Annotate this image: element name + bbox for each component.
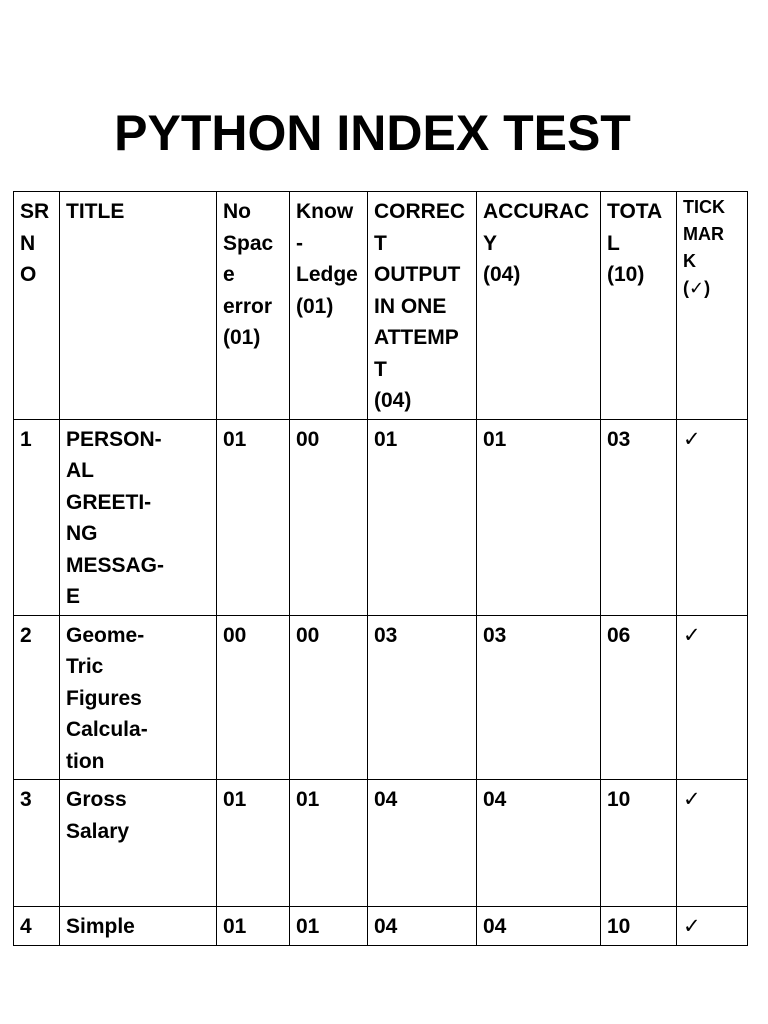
header-accuracy: ACCURAC Y (04) bbox=[477, 192, 601, 420]
header-title: TITLE bbox=[60, 192, 217, 420]
table-row bbox=[14, 419, 748, 615]
cell-knowledge: 01 bbox=[290, 907, 368, 946]
cell-no-space-error: 00 bbox=[217, 615, 290, 780]
cell-srno: 1 bbox=[14, 419, 60, 615]
cell-total: 10 bbox=[601, 780, 677, 907]
score-table bbox=[13, 191, 748, 946]
cell-accuracy: 04 bbox=[477, 907, 601, 946]
cell-knowledge: 00 bbox=[290, 419, 368, 615]
cell-correct-output: 04 bbox=[368, 907, 477, 946]
cell-no-space-error: 01 bbox=[217, 780, 290, 907]
cell-knowledge: 01 bbox=[290, 780, 368, 907]
cell-total: 06 bbox=[601, 615, 677, 780]
header-knowledge: Know - Ledge (01) bbox=[290, 192, 368, 420]
cell-correct-output: 01 bbox=[368, 419, 477, 615]
table-row bbox=[14, 615, 748, 780]
cell-accuracy: 03 bbox=[477, 615, 601, 780]
header-srno: SR N O bbox=[14, 192, 60, 420]
cell-tick-mark: ✓ bbox=[677, 615, 748, 780]
cell-title: Geome- Tric Figures Calcula- tion bbox=[60, 615, 217, 780]
cell-knowledge: 00 bbox=[290, 615, 368, 780]
cell-accuracy: 01 bbox=[477, 419, 601, 615]
cell-tick-mark: ✓ bbox=[677, 907, 748, 946]
cell-srno: 2 bbox=[14, 615, 60, 780]
cell-srno: 3 bbox=[14, 780, 60, 907]
cell-title: PERSON- AL GREETI- NG MESSAG- E bbox=[60, 419, 217, 615]
cell-accuracy: 04 bbox=[477, 780, 601, 907]
table-row bbox=[14, 780, 748, 907]
header-total: TOTA L (10) bbox=[601, 192, 677, 420]
cell-correct-output: 03 bbox=[368, 615, 477, 780]
cell-total: 03 bbox=[601, 419, 677, 615]
cell-title: Gross Salary bbox=[60, 780, 217, 907]
header-row bbox=[14, 192, 748, 420]
header-correct-output: CORREC T OUTPUT IN ONE ATTEMP T (04) bbox=[368, 192, 477, 420]
page-title: PYTHON INDEX TEST bbox=[114, 105, 631, 161]
cell-no-space-error: 01 bbox=[217, 419, 290, 615]
cell-title: Simple bbox=[60, 907, 217, 946]
cell-srno: 4 bbox=[14, 907, 60, 946]
header-no-space-error: No Spac e error (01) bbox=[217, 192, 290, 420]
header-tick-mark: TICK MAR K (✓) bbox=[677, 192, 748, 420]
cell-correct-output: 04 bbox=[368, 780, 477, 907]
cell-total: 10 bbox=[601, 907, 677, 946]
cell-no-space-error: 01 bbox=[217, 907, 290, 946]
cell-tick-mark: ✓ bbox=[677, 419, 748, 615]
table-row bbox=[14, 907, 748, 946]
cell-tick-mark: ✓ bbox=[677, 780, 748, 907]
